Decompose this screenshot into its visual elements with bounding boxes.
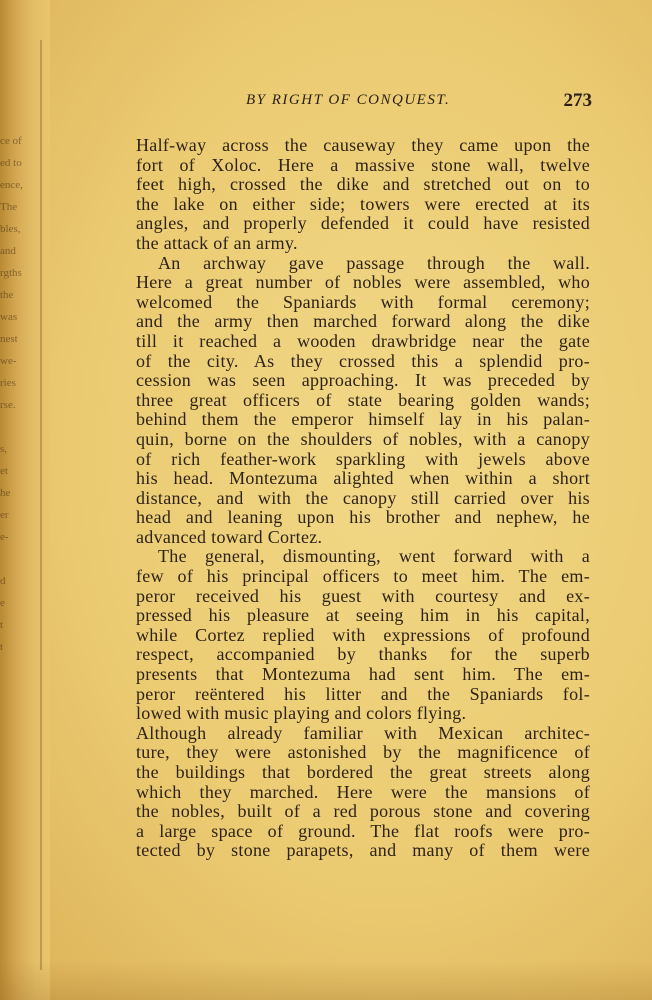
page-number: 273 — [563, 90, 592, 111]
text-line: The general, dismounting, went forward with a — [158, 546, 590, 567]
text-line: welcomed the Spaniards with formal ceremony; — [136, 291, 590, 312]
text-line: a large space of ground. The flat roofs were pro- — [136, 820, 590, 841]
gutter-edge — [40, 40, 42, 970]
text-line: quin, borne on the shoulders of nobles, with a canopy — [136, 428, 590, 449]
text-line: of the city. As they crossed this a splendid pro- — [136, 350, 590, 371]
text-line: pressed his pleasure at seeing him in his capital, — [136, 605, 590, 626]
text-line: lowed with music playing and colors flying. — [136, 703, 467, 724]
text-line: presents that Montezuma had sent him. The em- — [136, 664, 590, 685]
text-line: few of his principal officers to meet him. The em- — [136, 566, 590, 587]
text-line: head and leaning upon his brother and nephew, he — [136, 507, 590, 528]
text-line: Half-way across the causeway they came upon the — [136, 135, 590, 155]
text-line: peror received his guest with courtesy and ex- — [136, 585, 590, 606]
bottom-shadow — [0, 960, 652, 1000]
text-line: three great officers of state bearing golden wands; — [136, 389, 590, 410]
text-line: peror reëntered his litter and the Spaniards fol- — [136, 683, 590, 704]
text-line: ture, they were astonished by the magnificence of — [136, 742, 590, 763]
text-line: tected by stone parapets, and many of them were — [136, 840, 590, 861]
text-line: fort of Xoloc. Here a massive stone wall, twelve — [136, 154, 590, 175]
text-line: respect, accompanied by thanks for the superb — [136, 644, 590, 665]
text-line: till it reached a wooden drawbridge near the gate — [136, 330, 590, 351]
text-line: the buildings that bordered the great streets along — [136, 762, 590, 782]
text-line: Here a great number of nobles were assembled, who — [136, 272, 590, 293]
text-line: behind them the emperor himself lay in his palan- — [136, 409, 590, 430]
page-header — [246, 92, 592, 116]
running-title: BY RIGHT OF CONQUEST. — [246, 92, 451, 108]
text-line: his head. Montezuma alighted when within a short — [136, 468, 590, 489]
text-line: which they marched. Here were the mansions of — [136, 781, 590, 802]
text-line: cession was seen approaching. It was preceded by — [136, 370, 590, 391]
text-line: advanced toward Cortez. — [136, 526, 323, 547]
text-line: and the army then marched forward along the dike — [136, 311, 590, 332]
text-line: feet high, crossed the dike and stretched out on to — [136, 174, 590, 195]
text-line: the lake on either side; towers were erected at its — [136, 193, 590, 214]
text-line: the attack of an army. — [136, 232, 298, 253]
text-line: angles, and properly defended it could have resisted — [136, 213, 590, 234]
text-line: of rich feather-work sparkling with jewels above — [136, 448, 590, 469]
text-line: distance, and with the canopy still carried over his — [136, 487, 590, 508]
text-line: An archway gave passage through the wall. — [158, 252, 590, 273]
bleed-through-text: ce of ed to ence, The bles, and rgths the was nest we- ries rse. s, et he er e- d e t t — [0, 135, 23, 653]
text-line: Although already familiar with Mexican architec- — [136, 722, 590, 743]
text-line: the nobles, built of a red porous stone and covering — [136, 801, 590, 822]
body-text — [136, 136, 590, 861]
text-line: while Cortez replied with expressions of profound — [136, 624, 590, 645]
